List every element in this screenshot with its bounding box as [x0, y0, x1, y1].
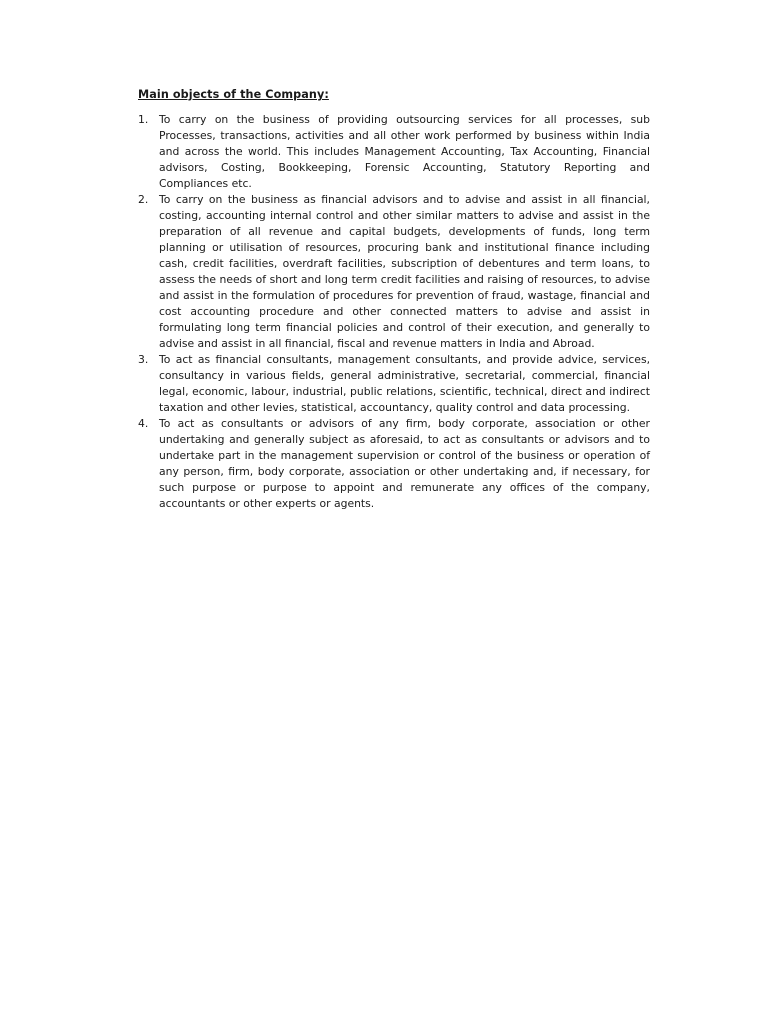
list-item-text: To act as financial consultants, management consultants, and provide advice, services, consultancy in various fields, general administrative, secretarial, commercial, financial legal, economic, labour, industrial, public relations, scientific, technical, direct and indirect taxation and other levies, statistical, accountancy, quality control and data processing. — [159, 353, 650, 414]
list-item-number: 2. — [138, 193, 149, 206]
list-item-4 — [138, 416, 650, 512]
objects-list — [138, 112, 650, 512]
list-item-2 — [138, 192, 650, 352]
list-item-number: 1. — [138, 113, 149, 126]
document-content — [138, 87, 650, 512]
section-heading: Main objects of the Company: — [138, 88, 329, 101]
list-item-1 — [138, 112, 650, 192]
list-item-text: To carry on the business as financial advisors and to advise and assist in all financial, costing, accounting internal control and other similar matters to advise and assist in the preparation of all revenue and capital budgets, developments of funds, long term planning or utilisation of resources, procuring bank and institutional finance including cash, credit facilities, overdraft facilities, subscription of debentures and term loans, to assess the needs of short and long term credit facilities and raising of resources, to advise and assist in the formulation of procedures for prevention of fraud, wastage, financial and cost accounting procedure and other connected matters to advise and assist in formulating long term financial policies and control of their execution, and generally to advise and assist in all financial, fiscal and revenue matters in India and Abroad. — [159, 193, 650, 350]
list-item-text: To carry on the business of providing outsourcing services for all processes, sub Processes, transactions, activities and all other work performed by business within India and across the world. This includes Management Accounting, Tax Accounting, Financial advisors, Costing, Bookkeeping, Forensic Accounting, Statutory Reporting and Compliances etc. — [159, 113, 650, 190]
list-item-number: 3. — [138, 353, 149, 366]
list-item-number: 4. — [138, 417, 149, 430]
list-item-3 — [138, 352, 650, 416]
list-item-text: To act as consultants or advisors of any firm, body corporate, association or other undertaking and generally subject as aforesaid, to act as consultants or advisors and to undertake part in the management supervision or control of the business or operation of any person, firm, body corporate, association or other undertaking and, if necessary, for such purpose or purpose to appoint and remunerate any offices of the company, accountants or other experts or agents. — [159, 417, 650, 510]
